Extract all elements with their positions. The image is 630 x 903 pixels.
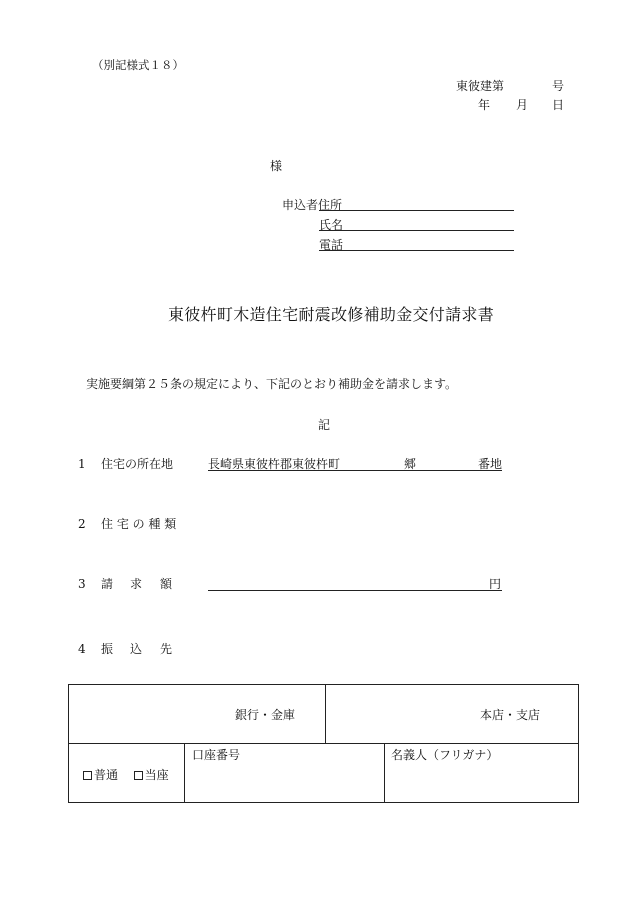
- date-year-label: 年: [478, 98, 491, 112]
- document-number-suffix: 号: [552, 79, 565, 93]
- item-4-label-char-2: 込: [130, 642, 143, 656]
- current-label: 当座: [144, 768, 169, 782]
- item-2-label: 住 宅 の 種 類: [101, 517, 177, 531]
- date-month-label: 月: [516, 98, 529, 112]
- addressee-honorific: 様: [270, 159, 283, 173]
- intro-text: 実施要綱第２５条の規定により、下記のとおり補助金を請求します。: [86, 377, 458, 391]
- document-title: 東彼杵町木造住宅耐震改修補助金交付請求書: [168, 305, 495, 324]
- account-type-options: [83, 769, 169, 781]
- item-3-label-char-2: 求: [130, 577, 143, 591]
- applicant-name-line[interactable]: [319, 230, 514, 231]
- bank-name-label: 銀行・金庫: [235, 708, 296, 722]
- item-1-value-go: 郷: [404, 457, 417, 471]
- item-4-number: 4: [78, 642, 86, 656]
- table-col-divider-bottom-2: [384, 743, 385, 802]
- document-number-prefix: 東彼建第: [456, 79, 505, 93]
- item-1-value-banchi: 番地: [478, 457, 503, 471]
- branch-name-label: 本店・支店: [480, 708, 541, 722]
- item-1-value-main: 長崎県東彼杵郡東彼杵町: [208, 457, 341, 471]
- item-3-amount-underline[interactable]: [208, 590, 502, 591]
- item-3-number: 3: [78, 577, 86, 591]
- form-number: （別記様式１８）: [92, 58, 184, 72]
- applicant-address-line[interactable]: [319, 210, 514, 211]
- applicant-name-label: 氏名: [319, 218, 344, 232]
- account-number-label: 口座番号: [192, 748, 241, 762]
- item-3-label-char-1: 請: [101, 577, 114, 591]
- applicant-address-label: 申込者住所: [282, 198, 343, 212]
- item-4-label-char-3: 先: [160, 642, 173, 656]
- table-col-divider-bottom-1: [184, 743, 185, 802]
- ki-label: 記: [318, 418, 331, 432]
- item-1-address-underline[interactable]: [208, 470, 502, 471]
- date-day-label: 日: [552, 98, 565, 112]
- applicant-phone-line[interactable]: [319, 250, 514, 251]
- item-2-number: 2: [78, 517, 86, 531]
- table-col-divider-top: [325, 685, 326, 743]
- item-1-number: 1: [78, 457, 86, 471]
- applicant-phone-label: 電話: [319, 238, 344, 252]
- bank-transfer-table: [68, 684, 579, 803]
- ordinary-checkbox[interactable]: [83, 771, 92, 780]
- account-holder-label: 名義人（フリガナ）: [391, 748, 499, 762]
- item-1-label: 住宅の所在地: [101, 457, 174, 471]
- ordinary-label: 普通: [94, 768, 119, 782]
- table-row-divider: [69, 743, 578, 744]
- item-4-label-char-1: 振: [101, 642, 114, 656]
- item-3-label-char-3: 額: [160, 577, 173, 591]
- item-3-unit: 円: [489, 577, 502, 591]
- current-checkbox[interactable]: [134, 771, 143, 780]
